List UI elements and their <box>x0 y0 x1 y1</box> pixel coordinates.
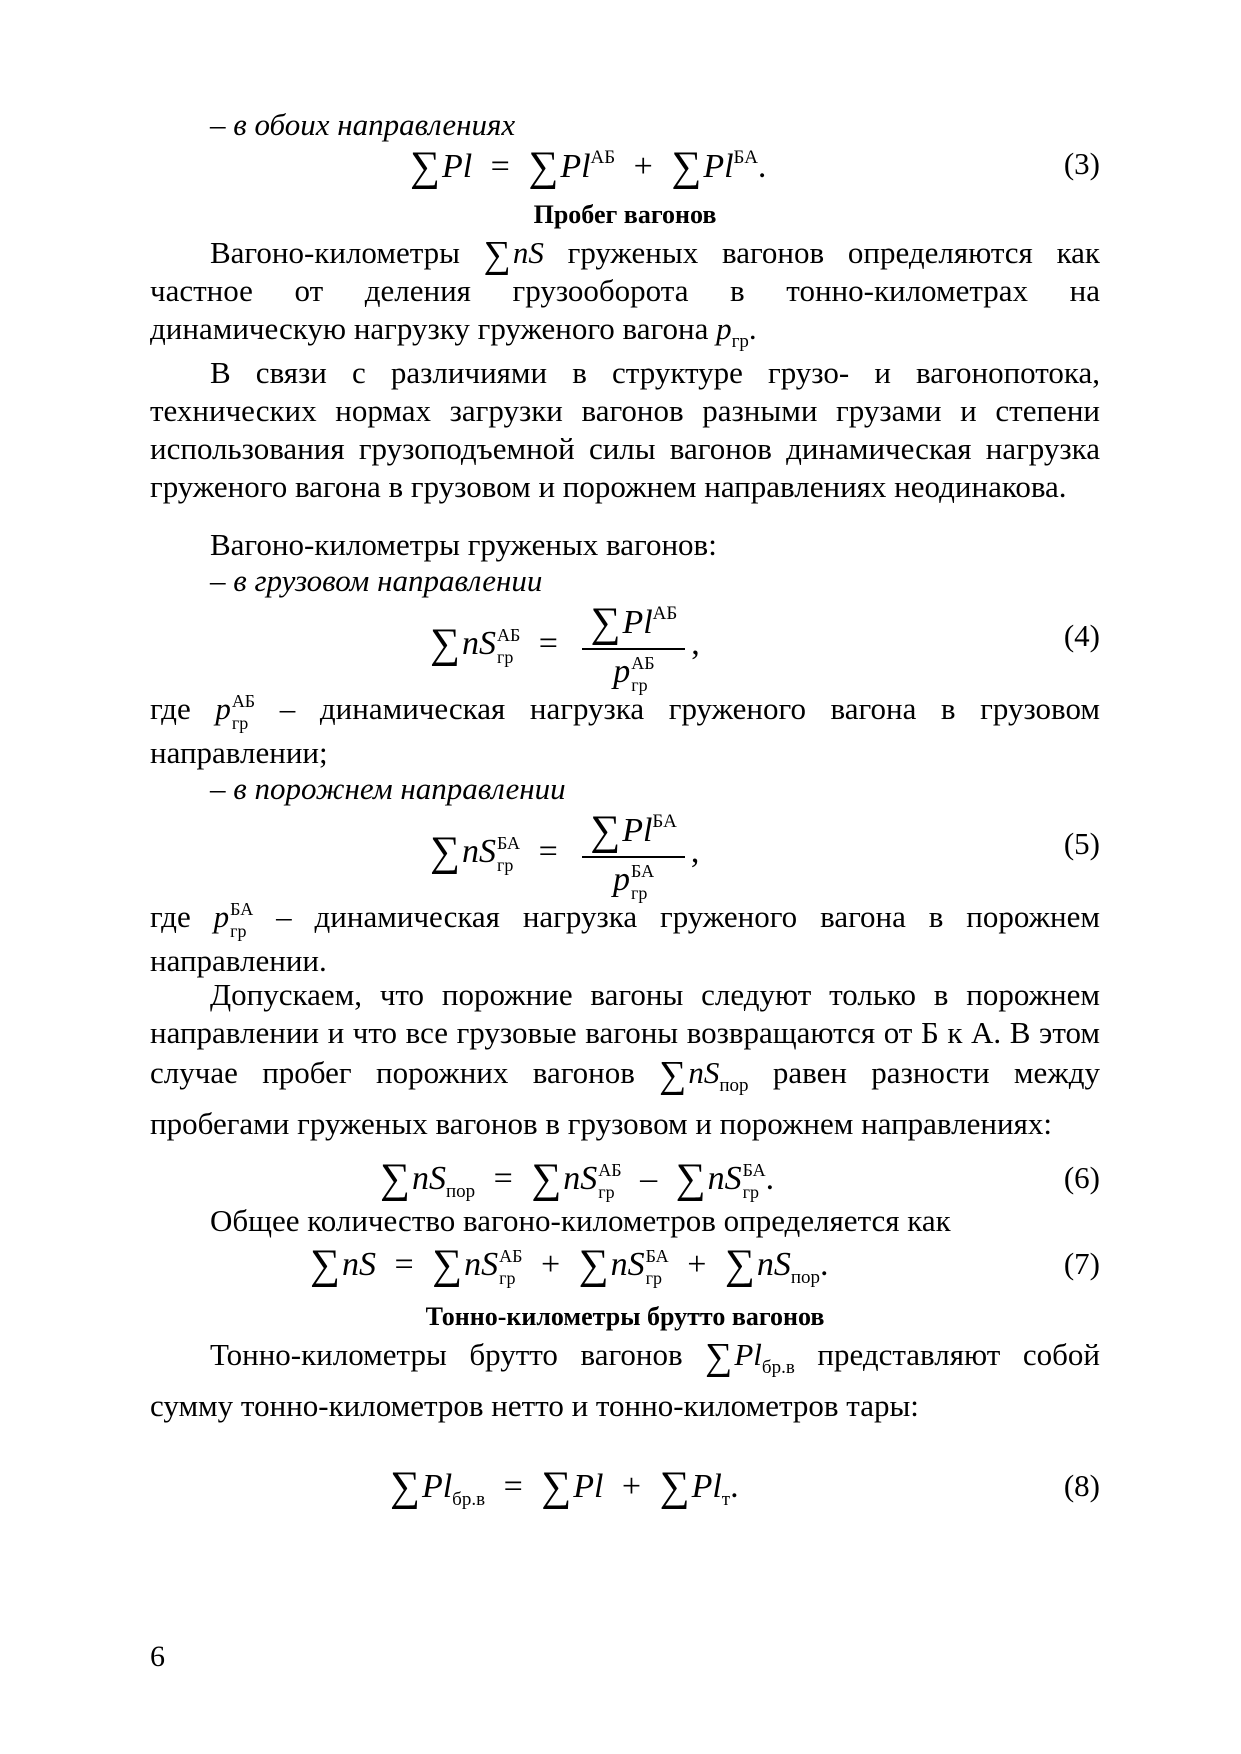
empty-direction-label: – в порожнем направлении <box>210 771 566 806</box>
superscript-ba: БА <box>652 811 677 832</box>
section-heading-car-mileage: Пробег вагонов <box>533 200 717 229</box>
sum-sign: ∑ <box>671 144 702 190</box>
p-symbol: p <box>215 691 231 727</box>
superscript-ba: БА <box>496 833 521 853</box>
formula-8 <box>150 1460 1100 1520</box>
subscript-gr: гр <box>731 331 749 352</box>
subscript-brv: бр.в <box>452 1489 486 1510</box>
inline-p-gr-ba <box>213 899 254 941</box>
sum-sign: ∑ <box>541 1464 572 1510</box>
formula-8-body <box>390 1460 739 1511</box>
sum-sign: ∑ <box>590 600 621 646</box>
p-symbol: p <box>716 311 732 346</box>
superscript-ab: АБ <box>499 1246 523 1267</box>
subscript-gr: гр <box>499 1268 516 1289</box>
equals-sign: = <box>394 1246 414 1283</box>
both-directions-label: – в обоих направлениях <box>210 107 516 142</box>
formula-5-body <box>430 804 699 904</box>
formula-3 <box>150 140 1100 200</box>
ns-symbol: nS <box>512 235 544 270</box>
paragraph-4 <box>150 976 1100 1143</box>
page-number: 6 <box>150 1640 165 1673</box>
where-1-text: – динамическая нагрузка груженого вагона в грузовом направлении; <box>150 691 1100 770</box>
sum-sign: ∑ <box>675 1156 706 1202</box>
fraction-numerator <box>582 804 685 858</box>
subscript-por: пор <box>790 1267 820 1288</box>
formula-7 <box>150 1238 1100 1298</box>
subscript-gr: гр <box>645 1268 662 1289</box>
sum-sign: ∑ <box>724 1242 755 1288</box>
p-symbol: p <box>612 860 630 898</box>
equation-number-6: (6) <box>1063 1160 1100 1195</box>
equation-number-8: (8) <box>1063 1468 1100 1503</box>
pl-symbol: Pl <box>421 1468 453 1505</box>
plus-sign: + <box>540 1246 561 1283</box>
sum-sign: ∑ <box>705 1336 733 1378</box>
sum-sign: ∑ <box>531 1156 562 1202</box>
formula-4-body <box>430 596 700 696</box>
equals-sign: = <box>490 148 510 185</box>
sum-sign: ∑ <box>390 1464 420 1510</box>
fraction <box>582 596 685 696</box>
paragraph-6-end: представляют собой сумму тонно-километров нетто и тонно-километров тары: <box>150 1337 1101 1423</box>
formula-6-body <box>380 1152 774 1203</box>
ns-symbol: nS <box>610 1246 645 1283</box>
plus-sign: + <box>621 1468 642 1505</box>
period: . <box>757 148 767 185</box>
plus-sign: + <box>633 148 653 185</box>
sub-sup-ba-gr <box>497 832 520 876</box>
inline-p-gr <box>716 311 749 352</box>
equation-number-5: (5) <box>1063 826 1100 861</box>
superscript-ba: БА <box>230 899 254 919</box>
superscript-ab: АБ <box>496 625 521 645</box>
paragraph-2: В связи с различиями в структуре грузо- и вагонопотока, технических нормах загрузки вагонов разными грузами и степени использования грузоподъемной силы вагонов динамическая нагрузка груженого вагона в грузовом и порожнем направлениях неодинакова. <box>150 355 1100 504</box>
sum-sign: ∑ <box>432 1242 463 1288</box>
sub-sup-ba-gr <box>743 1159 766 1203</box>
formula-4 <box>150 596 1100 695</box>
comma: , <box>690 832 700 870</box>
fraction <box>582 804 685 904</box>
sub-sup-ab-gr <box>499 1245 522 1289</box>
sub-sup-ab-gr <box>232 690 255 734</box>
ns-symbol: nS <box>461 832 496 870</box>
ns-symbol: nS <box>756 1246 791 1283</box>
ns-symbol: nS <box>464 1246 499 1283</box>
subscript-gr: гр <box>496 855 514 875</box>
subscript-gr: гр <box>742 1182 759 1203</box>
equation-number-4: (4) <box>1063 618 1100 653</box>
pl-symbol: Pl <box>703 148 734 185</box>
sum-sign: ∑ <box>578 1242 609 1288</box>
sub-sup-ba-gr <box>646 1245 669 1289</box>
sum-sign: ∑ <box>310 1242 340 1288</box>
ns-symbol: nS <box>411 1160 446 1197</box>
equation-number-7: (7) <box>1063 1246 1100 1281</box>
pl-symbol: Pl <box>560 148 591 185</box>
pl-symbol: Pl <box>622 812 653 849</box>
where-word: где <box>150 691 191 727</box>
minus-sign: – <box>640 1160 658 1197</box>
subscript-gr: гр <box>631 675 648 695</box>
section-heading-gross-ton-km: Тонно-километры брутто вагонов <box>425 1302 825 1331</box>
formula-7-body <box>310 1238 829 1289</box>
superscript-ba: БА <box>645 1246 669 1267</box>
sum-sign: ∑ <box>659 1054 687 1096</box>
sum-sign: ∑ <box>410 144 440 190</box>
paragraph-6-start: Тонно-километры брутто вагонов <box>210 1337 683 1372</box>
p-symbol: p <box>613 652 631 690</box>
subscript-gr: гр <box>231 713 249 733</box>
ns-symbol: nS <box>707 1160 742 1197</box>
formula-5 <box>150 804 1100 903</box>
pl-symbol: Pl <box>734 1337 762 1372</box>
equals-sign: = <box>493 1160 513 1197</box>
subscript-por: пор <box>719 1075 749 1096</box>
subscript-gr: гр <box>630 883 648 903</box>
sum-sign: ∑ <box>590 808 621 854</box>
inline-sum-ns-por <box>659 1054 749 1096</box>
sum-sign: ∑ <box>528 144 559 190</box>
subscript-gr: гр <box>230 921 247 941</box>
inline-sum-pl-brv <box>705 1336 795 1378</box>
subscript-gr: гр <box>598 1182 615 1203</box>
paragraph-4-end: равен разности между пробегами груженых вагонов в грузовом и порожнем направлениях: <box>150 1055 1100 1141</box>
paragraph-1-start: Вагоно-километры <box>210 235 460 270</box>
period: . <box>748 311 757 346</box>
subscript-por: пор <box>445 1181 476 1202</box>
superscript-ba: БА <box>742 1160 766 1181</box>
where-1 <box>150 690 1100 772</box>
ns-symbol: nS <box>563 1160 598 1197</box>
sub-sup-ab-gr <box>598 1159 621 1203</box>
superscript-ab: АБ <box>631 653 655 673</box>
equation-number-3: (3) <box>1063 146 1100 181</box>
paragraph-1-end: груженых вагонов определяются как частное от деления грузооборота в тонно-километрах на динамическую нагрузку груженого вагона <box>150 235 1100 346</box>
subscript-t: т <box>721 1489 731 1510</box>
pl-symbol: Pl <box>691 1468 722 1505</box>
subscript-gr: гр <box>496 647 514 667</box>
period: . <box>765 1160 775 1197</box>
superscript-ab: АБ <box>590 147 616 168</box>
inline-sum-ns <box>483 234 544 276</box>
pl-symbol: Pl <box>441 148 473 185</box>
ns-symbol: nS <box>461 624 496 662</box>
fraction-numerator <box>582 596 685 650</box>
plus-sign: + <box>687 1246 707 1283</box>
where-word: где <box>150 899 191 935</box>
paragraph-5: Общее количество вагоно-километров определяется как <box>210 1203 951 1238</box>
paragraph-3: Вагоно-километры груженых вагонов: <box>210 527 717 562</box>
cargo-direction-label: – в грузовом направлении <box>210 563 543 598</box>
pl-symbol: Pl <box>573 1468 604 1505</box>
sub-sup-ba-gr <box>230 898 253 942</box>
paragraph-1 <box>150 232 1100 361</box>
where-2-text: – динамическая нагрузка груженого вагона в порожнем направлении. <box>150 899 1101 978</box>
superscript-ba: БА <box>733 147 758 168</box>
where-2 <box>150 898 1100 980</box>
subscript-brv: бр.в <box>761 1357 795 1378</box>
superscript-ab: АБ <box>598 1160 622 1181</box>
sum-sign: ∑ <box>430 828 460 875</box>
sub-sup-ab-gr <box>497 624 520 668</box>
sum-sign: ∑ <box>380 1156 410 1202</box>
inline-p-gr-ab <box>215 691 256 733</box>
ns-symbol: nS <box>688 1055 720 1090</box>
comma: , <box>691 624 700 662</box>
pl-symbol: Pl <box>622 604 653 641</box>
formula-3-body <box>410 140 766 188</box>
period: . <box>730 1468 739 1505</box>
sum-sign: ∑ <box>659 1464 690 1510</box>
paragraph-4-start: Допускаем, что порожние вагоны следуют только в порожнем направлении и что все грузовые вагоны возвращаются от Б к А. В этом случае пробег порожних вагонов <box>150 977 1100 1090</box>
superscript-ba: БА <box>630 861 655 881</box>
ns-symbol: nS <box>341 1246 376 1283</box>
paragraph-6 <box>150 1334 1100 1425</box>
p-symbol: p <box>213 899 230 935</box>
sum-sign: ∑ <box>483 234 511 276</box>
equals-sign: = <box>538 832 558 870</box>
equals-sign: = <box>538 624 558 662</box>
superscript-ab: АБ <box>231 691 256 711</box>
equals-sign: = <box>503 1468 523 1505</box>
superscript-ab: АБ <box>652 603 678 624</box>
period: . <box>820 1246 829 1283</box>
sum-sign: ∑ <box>430 620 460 667</box>
